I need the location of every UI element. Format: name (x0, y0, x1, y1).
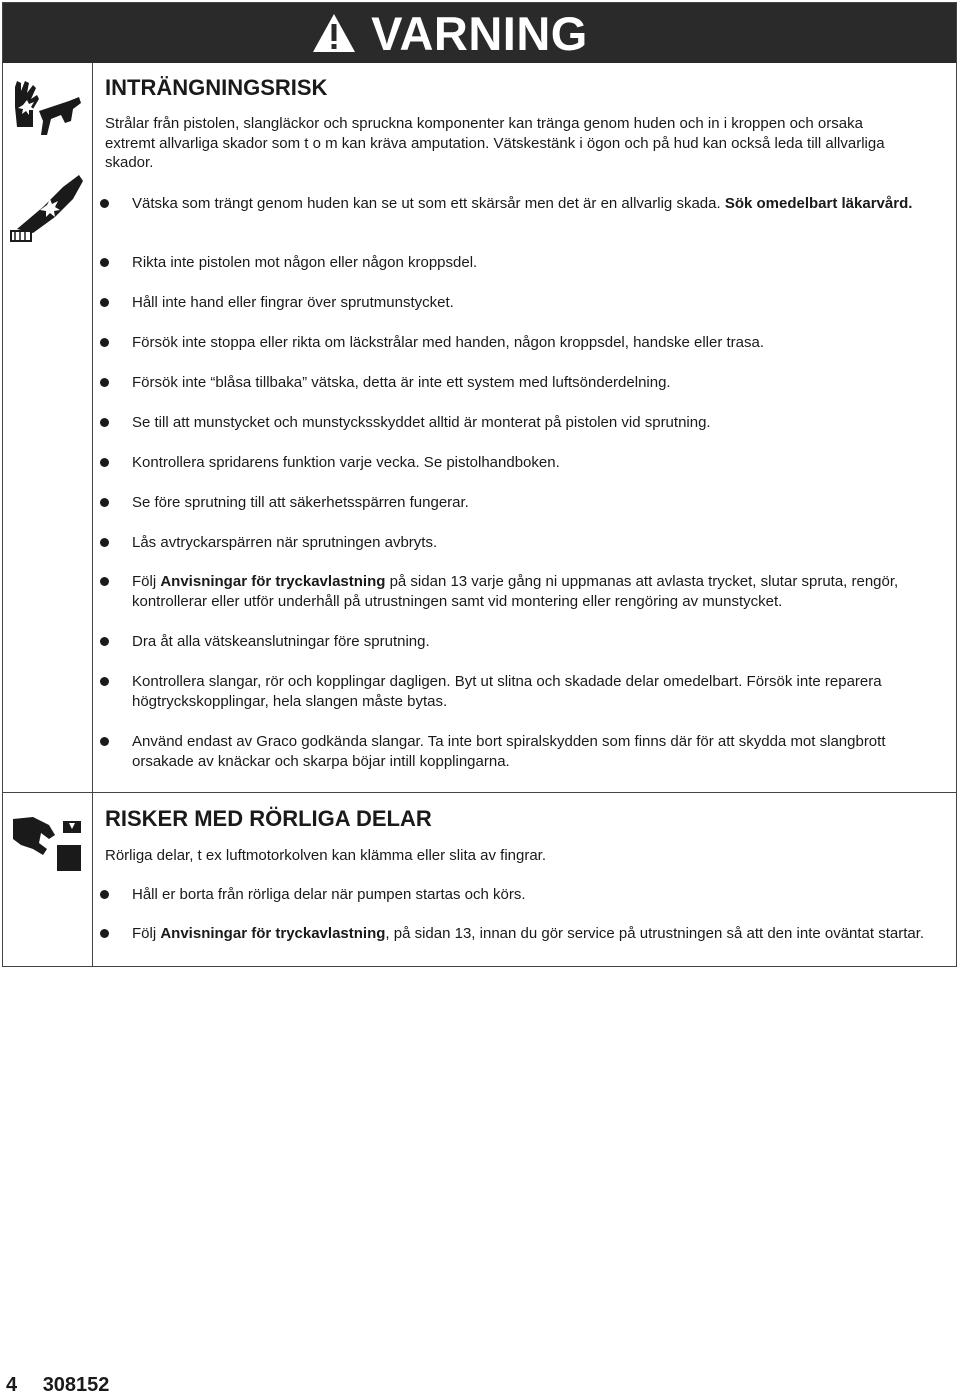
bullet-item: Håll inte hand eller fingrar över sprutmunstycket. (105, 293, 935, 313)
moving-parts-section (3, 792, 956, 967)
seek-medical-care: Sök omedelbart läkarvård. (724, 195, 913, 212)
bullet-pressure-relief: Följ Anvisningar för tryckavlastning på sidan 13 varje gång ni uppmanas att avlasta trycket, slutar spruta, rengör, kontrollerar eller utför underhåll på utrustningen samt vid montering eller rengöring av munstycket. (105, 572, 935, 612)
injection-heading: INTRÄNGNINGSRISK (105, 75, 328, 100)
injection-intro: Strålar från pistolen, slangläckor och spruckna komponenter kan tränga genom huden och in i kroppen och orsaka extremt allvarliga skador som t o m kan kräva amputation. Vätskestänk i ögon och på hud kan också leda till allvarliga skador. (105, 115, 885, 171)
bullet-dot (100, 199, 109, 208)
injection-risk-section (3, 63, 956, 792)
bullet-item: Lås avtryckarspärren när sprutningen avbryts. (105, 533, 935, 553)
bullet-item: Rikta inte pistolen mot någon eller någon kroppsdel. (105, 253, 935, 273)
pressure-relief-ref: Anvisningar för tryckavlastning (160, 573, 386, 590)
bullet-skin-injury: Vätska som trängt genom huden kan se ut som ett skärsår men det är en allvarlig skada. Sök omedelbart läkarvård. (105, 194, 935, 214)
page-number: 4 (6, 1374, 18, 1396)
pressure-relief-ref-2: Anvisningar för tryckavlastning (160, 925, 386, 942)
injection-icon-column (3, 63, 93, 792)
bullet-pressure-relief-2: Följ Anvisningar för tryckavlastning, på sidan 13, innan du gör service på utrustningen så att den inte oväntat startar. (105, 924, 935, 944)
bullet-item: Försök inte stoppa eller rikta om läckstrålar med handen, någon kroppsdel, handske eller trasa. (105, 333, 935, 353)
moving-parts-heading: RISKER MED RÖRLIGA DELAR (105, 806, 432, 831)
warning-banner (3, 3, 956, 63)
banner-title: VARNING (371, 6, 588, 60)
bullet-item: Håll er borta från rörliga delar när pumpen startas och körs. (105, 885, 935, 905)
pinch-hand-icon (3, 799, 91, 889)
warning-triangle-icon (311, 12, 357, 54)
document-number: 308152 (42, 1374, 110, 1396)
bullet-item: Använd endast av Graco godkända slangar. Ta inte bort spiralskydden som finns där för att skydda mot slangbrott orsakade av knäckar och skarpa böjar intill kopplingarna. (105, 732, 935, 772)
injected-hand-icon (3, 159, 91, 259)
bullet-item: Kontrollera spridarens funktion varje vecka. Se pistolhandboken. (105, 453, 935, 473)
moving-parts-intro: Rörliga delar, t ex luftmotorkolven kan klämma eller slita av fingrar. (105, 847, 547, 864)
bullet-item: Se till att munstycket och munstycksskyddet alltid är monterat på pistolen vid sprutning. (105, 413, 935, 433)
bullet-item: Försök inte “blåsa tillbaka” vätska, detta är inte ett system med luftsönderdelning. (105, 373, 935, 393)
bullet-item: Dra åt alla vätskeanslutningar före sprutning. (105, 632, 935, 652)
moving-parts-icon-column (3, 793, 93, 967)
bullet-item: Se före sprutning till att säkerhetsspärren fungerar. (105, 493, 935, 513)
page-footer (6, 1374, 109, 1397)
bullet-item: Kontrollera slangar, rör och kopplingar dagligen. Byt ut slitna och skadade delar omedelbart. Försök inte reparera högtryckskopplingar, hela slangen måste bytas. (105, 672, 935, 712)
warning-frame (2, 2, 957, 967)
